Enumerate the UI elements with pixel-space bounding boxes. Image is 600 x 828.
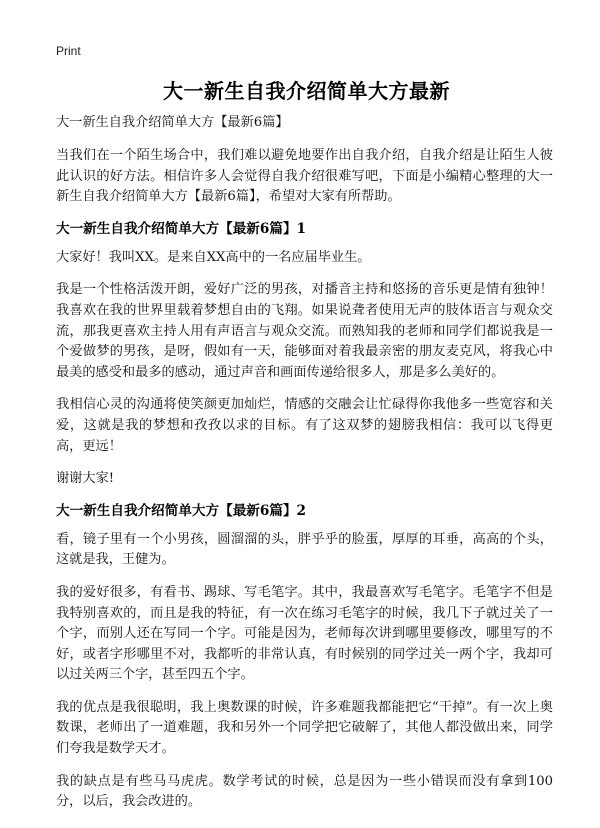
section-2-paragraph-4: 我的缺点是有些马马虎虎。数学考试的时候，总是因为一些小错误而没有拿到100分，以后，我会改进的。 [56,773,553,810]
document-title: 大一新生自我介绍简单大方最新 [163,79,450,103]
section-2-paragraph-3: 我的优点是我很聪明，我上奥数课的时候，许多难题我都能把它“干掉”。有一次上奥数课，老师出了一道难题，我和另外一个同学把它破解了，其他人都没做出来，同学们夸我是数学天才。 [56,699,553,757]
section-2-paragraph-2: 我的爱好很多，有看书、踢球、写毛笔字。其中，我最喜欢写毛笔字。毛笔字不但是我特别喜欢的，而且是我的特征，有一次在练习毛笔字的时候，我几下子就过关了一个字，而别人还在写同一个字。可能是因为，老师每次讲到哪里要修改，哪里写的不好，或者字形哪里不对，我都听的非常认真，有时候别的同学过关一两个字，我却可以过关两三个字，甚至四五个字。 [56,584,553,683]
section-1-paragraph-3: 我相信心灵的沟通将使笑颜更加灿烂，情感的交融会让忙碌得你我他多一些宽容和关爱，这就是我的梦想和孜孜以求的目标。有了这双梦的翅膀我相信：我可以飞得更高，更远！ [56,397,553,454]
section-1-paragraph-1: 大家好！我叫XX。是来自XX高中的一名应届毕业生。 [56,249,371,265]
section-2-heading: 大一新生自我介绍简单大方【最新6篇】2 [56,502,307,519]
section-1-heading: 大一新生自我介绍简单大方【最新6篇】1 [56,220,307,237]
intro-paragraph: 当我们在一个陌生场合中，我们难以避免地要作出自我介绍，自我介绍是让陌生人彼此认识的好方法。相信许多人会觉得自我介绍很难写吧，下面是小编精心整理的大一新生自我介绍简单大方【最新6篇】，希望对大家有所帮助。 [56,148,553,205]
section-1-paragraph-4: 谢谢大家! [56,471,115,487]
section-1-paragraph-2: 我是一个性格活泼开朗，爱好广泛的男孩，对播音主持和悠扬的音乐更是情有独钟！我喜欢在我的世界里载着梦想自由的飞翔。如果说聋者使用无声的肢体语言与观众交流，那我更喜欢主持人用有声语言与观众交流。而熟知我的老师和同学们都说我是一个爱做梦的男孩，是呀，假如有一天，能够面对着我最亲密的朋友麦克风，将我心中最美的感受和最多的感动，通过声音和画面传递给很多人，那是多么美好的。 [56,282,553,380]
print-label[interactable]: Print [56,44,81,58]
document-subtitle: 大一新生自我介绍简单大方【最新6篇】 [56,115,289,130]
section-2-paragraph-1: 看，镜子里有一个小男孩，圆溜溜的头，胖乎乎的脸蛋，厚厚的耳垂，高高的个头，这就是我，王健为。 [56,531,553,568]
